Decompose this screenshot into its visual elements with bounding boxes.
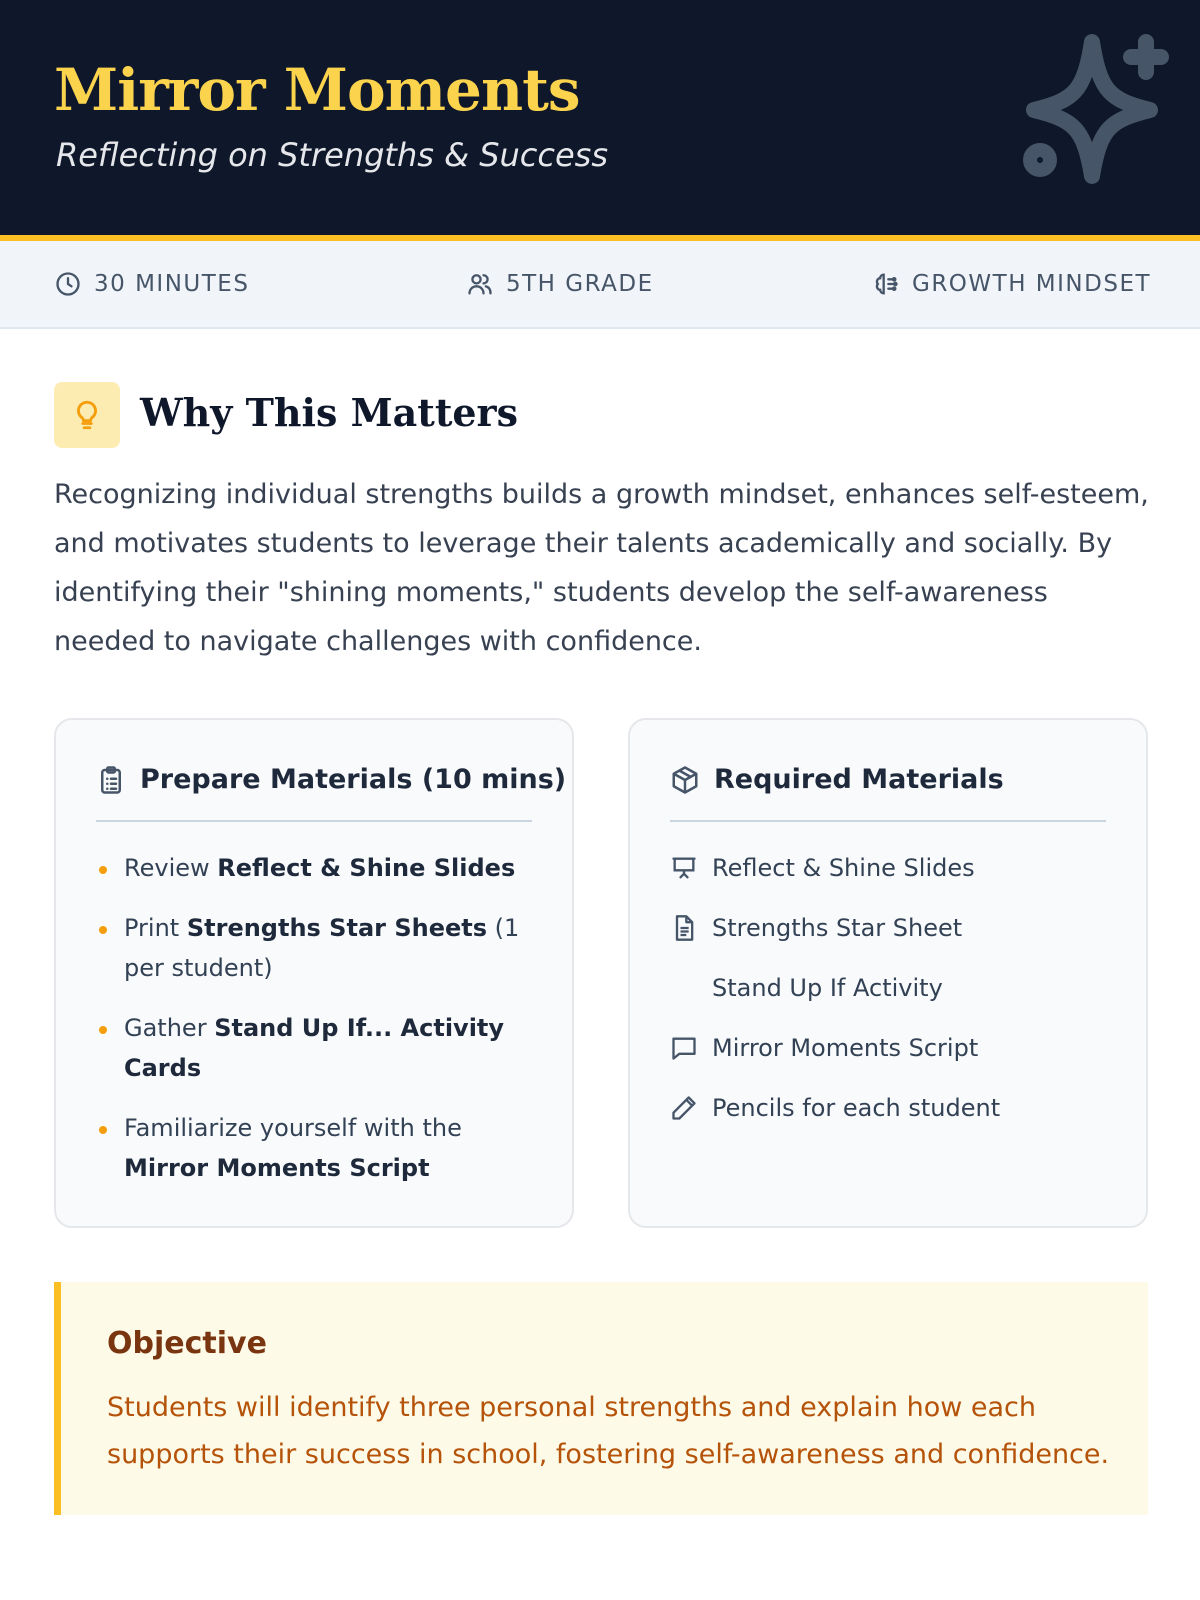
clock-icon [54,270,82,298]
speech-bubble-icon [670,1034,698,1062]
clipboard-icon [96,765,126,795]
prepare-steps-list [96,848,536,1208]
sparkles-icon [1010,30,1180,190]
objective-text: Students will identify three personal strengths and explain how each supports their success in school, fostering self-awareness and confidence. [107,1392,1110,1470]
list-item: Strengths Star Sheet [670,906,1110,950]
list-item: Print Strengths Star Sheets (1 per student) [96,908,536,988]
duration-meta [54,267,249,301]
package-icon [670,765,700,795]
lesson-meta-bar [0,241,1200,329]
brain-icon [872,270,900,298]
users-icon [466,270,494,298]
topic-meta [872,267,1151,301]
duration-label: 30 MINUTES [94,271,250,297]
page-header [0,0,1200,235]
list-item: Stand Up If Activity [712,974,943,1002]
divider [670,820,1106,822]
why-paragraph: Recognizing individual strengths builds a growth mindset, enhances self-esteem, and motivates students to leverage their talents academically and socially. By identifying their "shining moments," students develop the self-awareness needed to navigate challenges with confidence. [54,479,1149,657]
list-item: Gather Stand Up If... Activity Cards [96,1008,536,1088]
prepare-materials-card [54,718,574,1228]
list-item: Review Reflect & Shine Slides [96,848,536,888]
pencil-icon [670,1094,698,1122]
grade-meta [466,267,654,301]
why-heading: Why This Matters [140,390,518,435]
prepare-title: Prepare Materials (10 mins) [140,764,567,795]
list-item: Mirror Moments Script [670,1026,1110,1070]
list-item: Pencils for each student [670,1086,1110,1130]
required-materials-card [628,718,1148,1228]
list-item: Familiarize yourself with the Mirror Moments Script [96,1108,536,1188]
presentation-icon [670,854,698,882]
divider [96,820,532,822]
page-subtitle: Reflecting on Strengths & Success [56,136,609,174]
grade-label: 5TH GRADE [506,271,654,297]
materials-list [670,846,1110,1146]
objective-title: Objective [107,1326,267,1361]
lightbulb-icon [54,382,120,448]
topic-label: GROWTH MINDSET [912,271,1152,297]
required-title: Required Materials [714,764,1004,795]
objective-callout [54,1282,1148,1515]
document-icon [670,914,698,942]
page-title: Mirror Moments [54,56,580,124]
list-item: Reflect & Shine Slides [670,846,1110,890]
